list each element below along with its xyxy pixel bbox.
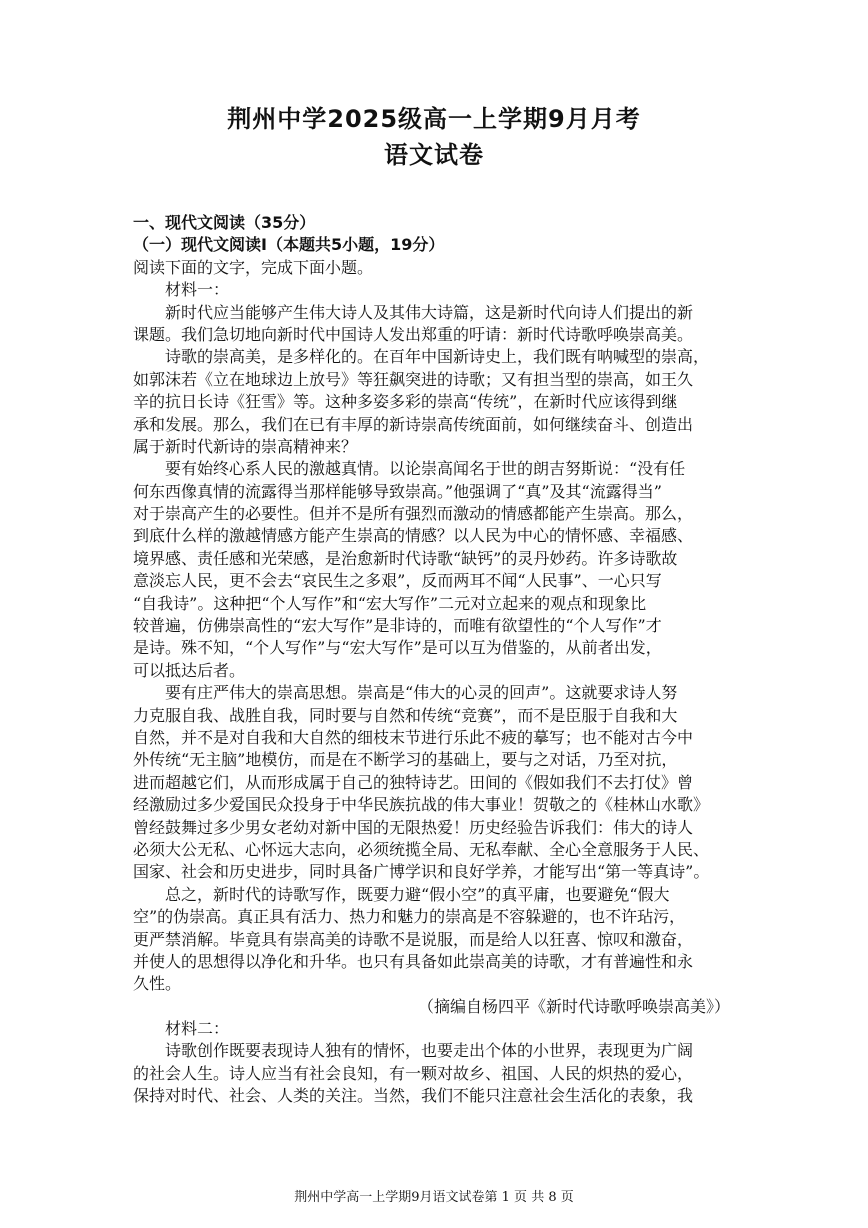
exam-subtitle: 语文试卷 (384, 141, 484, 169)
page-footer: 荆州中学高一上学期9月语文试卷第 1 页 共 8 页 (294, 1190, 574, 1205)
text-line: 久性。 (133, 974, 182, 994)
text-line: 课题。我们急切地向新时代中国诗人发出郑重的吁请：新时代诗歌呼唤崇高美。 (133, 324, 694, 344)
text-line: 进而超越它们，从而形成属于自己的独特诗艺。田间的《假如我们不去打仗》曾 (133, 772, 694, 792)
text-line: 对于崇高产生的必要性。但并不是所有强烈而激动的情感都能产生崇高。那么， (133, 504, 694, 524)
text-line: 何东西像真情的流露得当那样能够导致崇高。”他强调了“真”及其“流露得当” (133, 481, 662, 501)
text-line: 总之，新时代的诗歌写作，既要力避“假小空”的真平庸，也要避免“假大 (165, 884, 670, 904)
section-heading: 一、现代文阅读（35分） (133, 213, 316, 232)
text-line: 曾经鼓舞过多少男女老幼对新中国的无限热爱！历史经验告诉我们：伟大的诗人 (133, 817, 694, 837)
text-line: 辛的抗日长诗《狂雪》等。这种多姿多彩的崇高“传统”，在新时代应该得到继 (133, 392, 678, 412)
subsection-heading: （一）现代文阅读Ⅰ（本题共5小题，19分） (133, 235, 445, 255)
instruction-text: 阅读下面的文字，完成下面小题。 (133, 257, 374, 277)
text-line: 自然，并不是对自我和大自然的细枝末节进行乐此不疲的摹写；也不能对古今中 (133, 727, 694, 747)
text-line: 属于新时代新诗的崇高精神来？ (133, 436, 358, 456)
text-line: 经激励过多少爱国民众投身于中华民族抗战的伟大事业！贺敬之的《桂林山水歌》 (133, 795, 710, 815)
text-line: 外传统“无主脑”地模仿，而是在不断学习的基础上，要与之对话，乃至对抗， (133, 750, 678, 770)
text-line: 更严禁消解。毕竟具有崇高美的诗歌不是说服，而是给人以狂喜、惊叹和激奋， (133, 929, 694, 949)
text-line: 如郭沫若《立在地球边上放号》等狂飙突进的诗歌；又有担当型的崇高，如王久 (133, 369, 694, 389)
text-line: 并使人的思想得以净化和升华。也只有具备如此崇高美的诗歌，才有普遍性和永 (133, 951, 694, 971)
text-line: 诗歌的崇高美，是多样化的。在百年中国新诗史上，我们既有呐喊型的崇高， (165, 347, 710, 367)
material-two-label: 材料二： (165, 1019, 230, 1039)
text-line: 保持对时代、社会、人类的关注。当然，我们不能只注意社会生活化的表象，我 (133, 1086, 694, 1106)
text-line: 较普遍，仿佛崇高性的“宏大写作”是非诗的，而唯有欲望性的“个人写作”才 (133, 616, 662, 636)
text-line: 新时代应当能够产生伟大诗人及其伟大诗篇，这是新时代向诗人们提出的新 (165, 302, 694, 322)
text-line: 承和发展。那么，我们在已有丰厚的新诗崇高传统面前，如何继续奋斗、创造出 (133, 414, 694, 434)
text-line: 要有始终心系人民的激越真情。以论崇高闻名于世的朗吉努斯说：“没有任 (165, 459, 686, 479)
exam-content (133, 212, 738, 1108)
text-line: “自我诗”。这种把“个人写作”和“宏大写作”二元对立起来的观点和现象比 (133, 593, 647, 613)
material-one-body (133, 302, 738, 996)
material-one-label: 材料一： (165, 280, 230, 300)
text-line: 到底什么样的激越情感方能产生崇高的情感？以人民为中心的情怀感、幸福感、 (133, 526, 694, 546)
exam-title: 荆州中学2025级高一上学期9月月考 (227, 105, 641, 133)
text-line: 的社会人生。诗人应当有社会良知，有一颗对故乡、祖国、人民的炽热的爱心， (133, 1063, 694, 1083)
text-line: 必须大公无私、心怀远大志向，必须统揽全局、无私奉献、全心全意服务于人民、 (133, 839, 710, 859)
text-line: 是诗。殊不知，“个人写作”与“宏大写作”是可以互为借鉴的，从前者出发， (133, 638, 662, 658)
text-line: 要有庄严伟大的崇高思想。崇高是“伟大的心灵的回声”。这就要求诗人努 (165, 683, 678, 703)
text-line: 意淡忘人民，更不会去“哀民生之多艰”，反而两耳不闻“人民事”、一心只写 (133, 571, 662, 591)
text-line: 国家、社会和历史进步，同时具备广博学识和良好学养，才能写出“第一等真诗”。 (133, 862, 710, 882)
text-line: 诗歌创作既要表现诗人独有的情怀，也要走出个体的小世界，表现更为广阔 (165, 1041, 694, 1061)
text-line: 可以抵达后者。 (133, 660, 246, 680)
text-line: 空”的伪崇高。真正具有活力、热力和魅力的崇高是不容躲避的，也不许玷污， (133, 907, 686, 927)
text-line: 力克服自我、战胜自我，同时要与自然和传统“竞赛”，而不是臣服于自我和大 (133, 705, 678, 725)
text-line: 境界感、责任感和光荣感，是治愈新时代诗歌“缺钙”的灵丹妙药。许多诗歌故 (133, 548, 678, 568)
material-two-body (133, 1040, 738, 1107)
material-one-source: （摘编自杨四平《新时代诗歌呼唤崇高美》） (417, 996, 730, 1016)
